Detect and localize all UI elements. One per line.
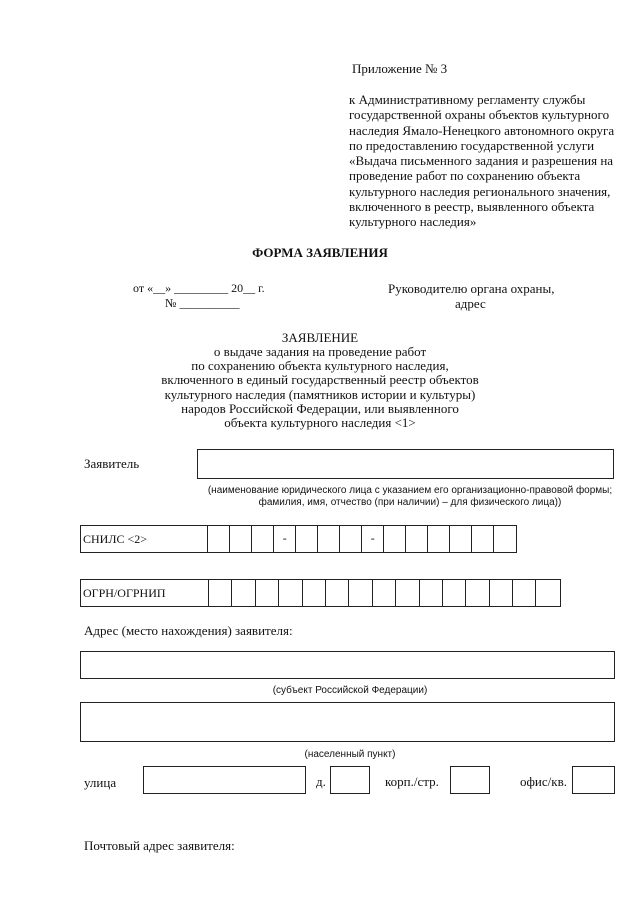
ogrn-digit-cell[interactable] <box>466 580 489 606</box>
snils-digit-cell[interactable] <box>494 526 516 552</box>
ogrn-digit-cell[interactable] <box>373 580 396 606</box>
ogrn-digit-cell[interactable] <box>513 580 536 606</box>
ogrn-digit-cell[interactable] <box>303 580 326 606</box>
building-label: корп./стр. <box>385 774 439 789</box>
snils-digit-cell[interactable] <box>230 526 252 552</box>
statement-line: о выдаче задания на проведение работ <box>213 344 427 359</box>
locality-hint: (населенный пункт) <box>304 749 396 760</box>
appendix-text <box>349 92 629 230</box>
locality-field[interactable] <box>80 702 615 742</box>
snils-digit-cell[interactable] <box>318 526 340 552</box>
snils-label: СНИЛС <2> <box>81 526 208 552</box>
ogrn-digit-cell[interactable] <box>349 580 372 606</box>
snils-digit-cell[interactable] <box>384 526 406 552</box>
recipient-address: адрес <box>455 296 486 311</box>
snils-digit-cell[interactable] <box>406 526 428 552</box>
ogrn-digit-cell[interactable] <box>232 580 255 606</box>
snils-digit-cell[interactable] <box>296 526 318 552</box>
number-line: № __________ <box>165 296 240 310</box>
snils-digit-cell[interactable] <box>472 526 494 552</box>
statement-line: включенного в единый государственный реестр объектов <box>161 372 479 388</box>
statement-line: по сохранению объекта культурного наследия, <box>191 358 449 374</box>
applicant-hint-line: фамилия, имя, отчество (при наличии) – для физического лица)) <box>258 497 562 508</box>
house-label: д. <box>316 774 326 789</box>
snils-digit-cell[interactable]: - <box>274 526 296 552</box>
statement-line: народов Российской Федерации, или выявленного <box>181 400 459 416</box>
house-field[interactable] <box>330 766 370 794</box>
street-field[interactable] <box>143 766 306 794</box>
form-title: ФОРМА ЗАЯВЛЕНИЯ <box>252 245 388 260</box>
appendix-line: культурного наследия регионального значения, <box>349 183 611 199</box>
date-line: от «__» _________ 20__ г. <box>133 281 265 295</box>
ogrn-digit-cell[interactable] <box>536 580 559 606</box>
applicant-field[interactable] <box>197 449 614 479</box>
snils-digit-cell[interactable] <box>252 526 274 552</box>
applicant-hint-line: (наименование юридического лица с указанием его организационно-правовой формы; <box>207 485 613 496</box>
ogrn-digit-cell[interactable] <box>209 580 232 606</box>
appendix-line: к Административному регламенту службы <box>349 92 586 107</box>
statement-line: объекта культурного наследия <1> <box>224 415 416 431</box>
snils-digit-cell[interactable] <box>428 526 450 552</box>
snils-digit-cell[interactable] <box>340 526 362 552</box>
snils-digit-cell[interactable] <box>450 526 472 552</box>
ogrn-label: ОГРН/ОГРНИП <box>81 580 209 606</box>
appendix-line: включенного в реестр, выявленного объекта <box>349 199 595 215</box>
ogrn-digit-cell[interactable] <box>279 580 302 606</box>
appendix-line: по предоставлению государственной услуги <box>349 137 595 153</box>
appendix-line: наследия Ямало-Ненецкого автономного округа <box>349 122 615 138</box>
building-field[interactable] <box>450 766 490 794</box>
appendix-line: государственной охраны объектов культурного <box>349 107 610 123</box>
appendix-line: культурного наследия» <box>349 214 477 230</box>
appendix-title: Приложение № 3 <box>352 61 448 76</box>
applicant-hint <box>200 485 620 509</box>
appendix-line: «Выдача письменного задания и разрешения на <box>349 153 614 169</box>
statement-subtitle <box>80 345 560 430</box>
statement-line: культурного наследия (памятников истории и культуры) <box>164 386 476 402</box>
address-label: Адрес (место нахождения) заявителя: <box>84 623 293 638</box>
ogrn-field[interactable] <box>80 579 561 607</box>
applicant-label: Заявитель <box>84 456 140 471</box>
snils-field[interactable] <box>80 525 517 553</box>
ogrn-digit-cell[interactable] <box>420 580 443 606</box>
statement-title: ЗАЯВЛЕНИЕ <box>281 330 359 345</box>
ogrn-digit-cell[interactable] <box>396 580 419 606</box>
office-label: офис/кв. <box>520 774 567 789</box>
ogrn-digit-cell[interactable] <box>490 580 513 606</box>
snils-digit-cell[interactable]: - <box>362 526 384 552</box>
recipient-line: Руководителю органа охраны, <box>388 281 555 296</box>
ogrn-digit-cell[interactable] <box>326 580 349 606</box>
ogrn-digit-cell[interactable] <box>256 580 279 606</box>
snils-digit-cell[interactable] <box>208 526 230 552</box>
office-field[interactable] <box>572 766 615 794</box>
subject-hint: (субъект Российской Федерации) <box>272 685 428 696</box>
street-label: улица <box>84 775 117 790</box>
postal-label: Почтовый адрес заявителя: <box>84 838 235 853</box>
subject-field[interactable] <box>80 651 615 679</box>
appendix-line: проведение работ по сохранению объекта <box>349 168 581 184</box>
ogrn-digit-cell[interactable] <box>443 580 466 606</box>
